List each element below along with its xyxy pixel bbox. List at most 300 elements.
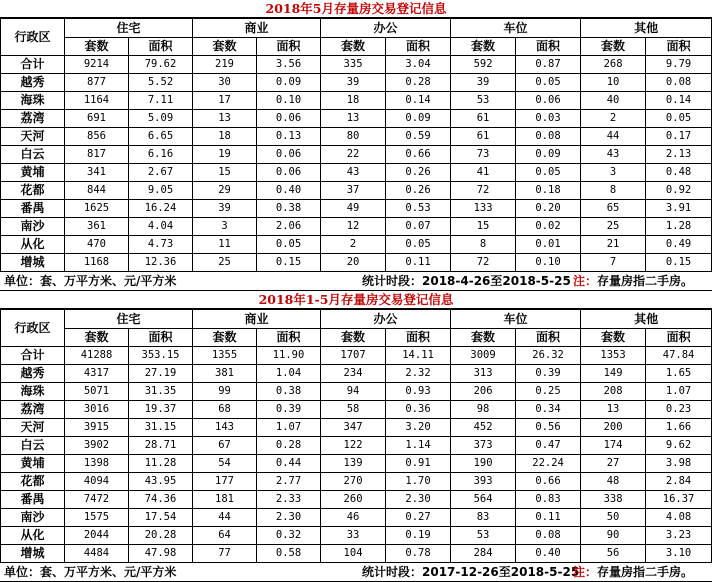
area-cell: 0.15 (257, 254, 321, 272)
units-cell: 29 (193, 182, 257, 200)
ytd-transaction-table (0, 309, 712, 563)
units-cell: 5071 (65, 383, 129, 401)
units-cell: 149 (581, 365, 646, 383)
district-cell: 从化 (1, 236, 65, 254)
table-row (1, 419, 712, 437)
units-cell: 50 (581, 509, 646, 527)
area-cell: 0.05 (257, 236, 321, 254)
area-cell: 0.05 (646, 110, 712, 128)
unit-note: 单位：套、万平方米、元/平方米 (4, 274, 177, 288)
units-cell: 65 (581, 200, 646, 218)
area-cell: 1.14 (386, 437, 451, 455)
units-cell: 143 (193, 419, 257, 437)
units-cell: 10 (581, 74, 646, 92)
area-cell: 3.23 (646, 527, 712, 545)
units-cell: 17 (193, 92, 257, 110)
units-cell: 4484 (65, 545, 129, 563)
table-row (1, 254, 712, 272)
district-header: 行政区 (1, 19, 65, 56)
area-cell: 2.06 (257, 218, 321, 236)
district-cell: 番禺 (1, 491, 65, 509)
area-cell: 0.14 (386, 92, 451, 110)
units-cell: 19 (193, 146, 257, 164)
units-cell: 592 (451, 56, 516, 74)
units-cell: 56 (581, 545, 646, 563)
units-cell: 39 (451, 74, 516, 92)
units-cell: 181 (193, 491, 257, 509)
area-cell: 0.58 (257, 545, 321, 563)
group-header-commercial: 商业 (193, 310, 321, 329)
area-cell: 0.08 (516, 527, 581, 545)
area-cell: 3.56 (257, 56, 321, 74)
units-cell: 122 (321, 437, 386, 455)
area-cell: 5.52 (129, 74, 193, 92)
units-cell: 49 (321, 200, 386, 218)
area-cell: 0.05 (386, 236, 451, 254)
table-row (1, 347, 712, 365)
area-cell: 79.62 (129, 56, 193, 74)
area-cell: 9.05 (129, 182, 193, 200)
units-cell: 4094 (65, 473, 129, 491)
table-footer-ytd (0, 563, 712, 582)
area-cell: 0.34 (516, 401, 581, 419)
units-cell: 3915 (65, 419, 129, 437)
sub-header-units: 套数 (193, 329, 257, 347)
district-cell: 增城 (1, 545, 65, 563)
units-cell: 13 (193, 110, 257, 128)
units-cell: 2044 (65, 527, 129, 545)
area-cell: 0.78 (386, 545, 451, 563)
units-cell: 18 (193, 128, 257, 146)
units-cell: 3009 (451, 347, 516, 365)
district-cell: 天河 (1, 128, 65, 146)
units-cell: 856 (65, 128, 129, 146)
area-cell: 0.66 (386, 146, 451, 164)
district-cell: 合计 (1, 347, 65, 365)
units-cell: 691 (65, 110, 129, 128)
units-cell: 7472 (65, 491, 129, 509)
units-cell: 61 (451, 128, 516, 146)
area-cell: 0.26 (386, 164, 451, 182)
area-cell: 0.48 (646, 164, 712, 182)
area-cell: 0.87 (516, 56, 581, 74)
area-cell: 11.28 (129, 455, 193, 473)
units-cell: 844 (65, 182, 129, 200)
units-cell: 15 (193, 164, 257, 182)
table-row (1, 545, 712, 563)
district-cell: 花都 (1, 473, 65, 491)
area-cell: 3.20 (386, 419, 451, 437)
area-cell: 0.02 (516, 218, 581, 236)
table-row (1, 110, 712, 128)
area-cell: 4.73 (129, 236, 193, 254)
area-cell: 14.11 (386, 347, 451, 365)
units-cell: 219 (193, 56, 257, 74)
area-cell: 1.28 (646, 218, 712, 236)
district-cell: 荔湾 (1, 401, 65, 419)
units-cell: 39 (193, 200, 257, 218)
units-cell: 41288 (65, 347, 129, 365)
group-header-residential: 住宅 (65, 19, 193, 38)
units-cell: 22 (321, 146, 386, 164)
area-cell: 0.03 (516, 110, 581, 128)
units-cell: 341 (65, 164, 129, 182)
area-cell: 0.56 (516, 419, 581, 437)
table-row (1, 437, 712, 455)
units-cell: 335 (321, 56, 386, 74)
group-header-office: 办公 (321, 19, 451, 38)
ytd-table-body (1, 347, 712, 563)
area-cell: 0.13 (257, 128, 321, 146)
period-note: 统计时段：2018-4-26至2018-5-25 (362, 274, 571, 288)
sub-header-units: 套数 (65, 329, 129, 347)
area-cell: 0.40 (516, 545, 581, 563)
units-cell: 200 (581, 419, 646, 437)
units-cell: 817 (65, 146, 129, 164)
units-cell: 77 (193, 545, 257, 563)
table-row (1, 365, 712, 383)
note-prefix: 注： (573, 274, 598, 288)
period-note: 统计时段：2017-12-26至2018-5-25 (362, 565, 580, 579)
monthly-table-body (1, 56, 712, 272)
units-cell: 37 (321, 182, 386, 200)
group-header-other: 其他 (581, 310, 712, 329)
area-cell: 0.38 (257, 200, 321, 218)
area-cell: 0.06 (516, 92, 581, 110)
sub-header-area: 面积 (129, 329, 193, 347)
area-cell: 5.09 (129, 110, 193, 128)
table-row (1, 455, 712, 473)
district-cell: 海珠 (1, 383, 65, 401)
district-header: 行政区 (1, 310, 65, 347)
area-cell: 1.70 (386, 473, 451, 491)
units-cell: 208 (581, 383, 646, 401)
area-cell: 0.18 (516, 182, 581, 200)
area-cell: 1.07 (646, 383, 712, 401)
units-cell: 39 (321, 74, 386, 92)
sub-header-units: 套数 (451, 329, 516, 347)
area-cell: 16.24 (129, 200, 193, 218)
sub-header-area: 面积 (516, 329, 581, 347)
note-prefix: 注： (573, 565, 598, 579)
units-cell: 33 (321, 527, 386, 545)
area-cell: 6.65 (129, 128, 193, 146)
table-row (1, 74, 712, 92)
area-cell: 0.07 (386, 218, 451, 236)
district-cell: 白云 (1, 437, 65, 455)
district-cell: 花都 (1, 182, 65, 200)
units-cell: 21 (581, 236, 646, 254)
units-cell: 44 (581, 128, 646, 146)
area-cell: 11.90 (257, 347, 321, 365)
district-cell: 白云 (1, 146, 65, 164)
area-cell: 3.98 (646, 455, 712, 473)
area-cell: 0.08 (646, 74, 712, 92)
area-cell: 26.32 (516, 347, 581, 365)
group-header-commercial: 商业 (193, 19, 321, 38)
area-cell: 0.11 (516, 509, 581, 527)
units-cell: 2 (581, 110, 646, 128)
units-cell: 174 (581, 437, 646, 455)
area-cell: 3.10 (646, 545, 712, 563)
units-cell: 94 (321, 383, 386, 401)
area-cell: 4.04 (129, 218, 193, 236)
area-cell: 0.19 (386, 527, 451, 545)
area-cell: 4.08 (646, 509, 712, 527)
district-cell: 南沙 (1, 509, 65, 527)
units-cell: 206 (451, 383, 516, 401)
units-cell: 284 (451, 545, 516, 563)
area-cell: 3.04 (386, 56, 451, 74)
sub-header-area: 面积 (386, 38, 451, 56)
district-cell: 黄埔 (1, 164, 65, 182)
area-cell: 17.54 (129, 509, 193, 527)
units-cell: 68 (193, 401, 257, 419)
area-cell: 0.44 (257, 455, 321, 473)
area-cell: 1.65 (646, 365, 712, 383)
area-cell: 2.67 (129, 164, 193, 182)
area-cell: 0.93 (386, 383, 451, 401)
units-cell: 373 (451, 437, 516, 455)
district-cell: 海珠 (1, 92, 65, 110)
units-cell: 58 (321, 401, 386, 419)
units-cell: 139 (321, 455, 386, 473)
units-cell: 80 (321, 128, 386, 146)
units-cell: 470 (65, 236, 129, 254)
units-cell: 361 (65, 218, 129, 236)
units-cell: 41 (451, 164, 516, 182)
area-cell: 12.36 (129, 254, 193, 272)
table-row (1, 218, 712, 236)
area-cell: 2.30 (386, 491, 451, 509)
area-cell: 0.01 (516, 236, 581, 254)
units-cell: 1398 (65, 455, 129, 473)
sub-header-units: 套数 (581, 38, 646, 56)
district-cell: 黄埔 (1, 455, 65, 473)
area-cell: 2.77 (257, 473, 321, 491)
units-cell: 25 (193, 254, 257, 272)
units-cell: 27 (581, 455, 646, 473)
group-header-parking: 车位 (451, 19, 581, 38)
units-cell: 2 (321, 236, 386, 254)
group-header-residential: 住宅 (65, 310, 193, 329)
units-cell: 347 (321, 419, 386, 437)
units-cell: 54 (193, 455, 257, 473)
table-row (1, 527, 712, 545)
table-title-ytd: 2018年1-5月存量房交易登记信息 (0, 291, 712, 309)
units-cell: 1353 (581, 347, 646, 365)
group-header-other: 其他 (581, 19, 712, 38)
units-cell: 338 (581, 491, 646, 509)
area-cell: 0.36 (386, 401, 451, 419)
area-cell: 2.84 (646, 473, 712, 491)
second-hand-note (573, 563, 693, 581)
sub-header-units: 套数 (321, 38, 386, 56)
units-cell: 1168 (65, 254, 129, 272)
units-cell: 72 (451, 182, 516, 200)
units-cell: 104 (321, 545, 386, 563)
note-text: 存量房指二手房。 (597, 274, 694, 288)
table-title-monthly: 2018年5月存量房交易登记信息 (0, 0, 712, 18)
area-cell: 0.05 (516, 74, 581, 92)
area-cell: 0.38 (257, 383, 321, 401)
units-cell: 4317 (65, 365, 129, 383)
area-cell: 0.20 (516, 200, 581, 218)
area-cell: 0.09 (386, 110, 451, 128)
units-cell: 48 (581, 473, 646, 491)
area-cell: 0.47 (516, 437, 581, 455)
units-cell: 61 (451, 110, 516, 128)
units-cell: 133 (451, 200, 516, 218)
units-cell: 7 (581, 254, 646, 272)
group-header-parking: 车位 (451, 310, 581, 329)
units-cell: 73 (451, 146, 516, 164)
area-cell: 0.09 (257, 74, 321, 92)
units-cell: 64 (193, 527, 257, 545)
unit-note: 单位：套、万平方米、元/平方米 (4, 565, 177, 579)
units-cell: 177 (193, 473, 257, 491)
sub-header-area: 面积 (257, 38, 321, 56)
sub-header-units: 套数 (581, 329, 646, 347)
area-cell: 9.62 (646, 437, 712, 455)
area-cell: 2.33 (257, 491, 321, 509)
units-cell: 90 (581, 527, 646, 545)
units-cell: 234 (321, 365, 386, 383)
units-cell: 25 (581, 218, 646, 236)
units-cell: 3 (193, 218, 257, 236)
area-cell: 353.15 (129, 347, 193, 365)
district-cell: 合计 (1, 56, 65, 74)
units-cell: 260 (321, 491, 386, 509)
area-cell: 43.95 (129, 473, 193, 491)
area-cell: 27.19 (129, 365, 193, 383)
area-cell: 0.25 (516, 383, 581, 401)
area-cell: 31.15 (129, 419, 193, 437)
units-cell: 83 (451, 509, 516, 527)
units-cell: 12 (321, 218, 386, 236)
area-cell: 0.91 (386, 455, 451, 473)
units-cell: 20 (321, 254, 386, 272)
units-cell: 270 (321, 473, 386, 491)
units-cell: 43 (321, 164, 386, 182)
units-cell: 53 (451, 527, 516, 545)
district-cell: 从化 (1, 527, 65, 545)
area-cell: 0.15 (646, 254, 712, 272)
table-row (1, 92, 712, 110)
area-cell: 2.30 (257, 509, 321, 527)
area-cell: 0.40 (257, 182, 321, 200)
area-cell: 47.98 (129, 545, 193, 563)
area-cell: 28.71 (129, 437, 193, 455)
sub-header-units: 套数 (451, 38, 516, 56)
sub-header-area: 面积 (516, 38, 581, 56)
group-header-office: 办公 (321, 310, 451, 329)
area-cell: 2.13 (646, 146, 712, 164)
area-cell: 47.84 (646, 347, 712, 365)
table-row (1, 128, 712, 146)
area-cell: 0.08 (516, 128, 581, 146)
units-cell: 67 (193, 437, 257, 455)
units-cell: 1355 (193, 347, 257, 365)
units-cell: 9214 (65, 56, 129, 74)
table-row (1, 200, 712, 218)
table-row (1, 473, 712, 491)
area-cell: 16.37 (646, 491, 712, 509)
sub-header-units: 套数 (193, 38, 257, 56)
units-cell: 381 (193, 365, 257, 383)
units-cell: 452 (451, 419, 516, 437)
area-cell: 0.05 (516, 164, 581, 182)
units-cell: 8 (451, 236, 516, 254)
units-cell: 1164 (65, 92, 129, 110)
district-cell: 荔湾 (1, 110, 65, 128)
table-row (1, 491, 712, 509)
table-row (1, 383, 712, 401)
units-cell: 190 (451, 455, 516, 473)
units-cell: 46 (321, 509, 386, 527)
area-cell: 0.32 (257, 527, 321, 545)
district-cell: 增城 (1, 254, 65, 272)
monthly-transaction-table (0, 18, 712, 272)
units-cell: 72 (451, 254, 516, 272)
sub-header-units: 套数 (321, 329, 386, 347)
units-cell: 13 (581, 401, 646, 419)
table-row (1, 182, 712, 200)
area-cell: 74.36 (129, 491, 193, 509)
units-cell: 15 (451, 218, 516, 236)
units-cell: 13 (321, 110, 386, 128)
table-row (1, 401, 712, 419)
units-cell: 40 (581, 92, 646, 110)
units-cell: 3 (581, 164, 646, 182)
area-cell: 0.17 (646, 128, 712, 146)
area-cell: 0.23 (646, 401, 712, 419)
table-footer-monthly (0, 272, 712, 291)
area-cell: 1.66 (646, 419, 712, 437)
units-cell: 53 (451, 92, 516, 110)
area-cell: 0.83 (516, 491, 581, 509)
area-cell: 6.16 (129, 146, 193, 164)
units-cell: 877 (65, 74, 129, 92)
units-cell: 99 (193, 383, 257, 401)
district-cell: 越秀 (1, 74, 65, 92)
units-cell: 8 (581, 182, 646, 200)
area-cell: 0.53 (386, 200, 451, 218)
area-cell: 0.92 (646, 182, 712, 200)
area-cell: 0.39 (516, 365, 581, 383)
table-row (1, 236, 712, 254)
sub-header-area: 面积 (129, 38, 193, 56)
area-cell: 3.91 (646, 200, 712, 218)
area-cell: 0.26 (386, 182, 451, 200)
area-cell: 22.24 (516, 455, 581, 473)
area-cell: 0.28 (386, 74, 451, 92)
units-cell: 3902 (65, 437, 129, 455)
units-cell: 1575 (65, 509, 129, 527)
area-cell: 19.37 (129, 401, 193, 419)
district-cell: 南沙 (1, 218, 65, 236)
units-cell: 44 (193, 509, 257, 527)
area-cell: 7.11 (129, 92, 193, 110)
units-cell: 43 (581, 146, 646, 164)
area-cell: 0.14 (646, 92, 712, 110)
area-cell: 0.10 (257, 92, 321, 110)
area-cell: 0.66 (516, 473, 581, 491)
area-cell: 0.27 (386, 509, 451, 527)
table-row (1, 146, 712, 164)
note-text: 存量房指二手房。 (597, 565, 694, 579)
area-cell: 20.28 (129, 527, 193, 545)
